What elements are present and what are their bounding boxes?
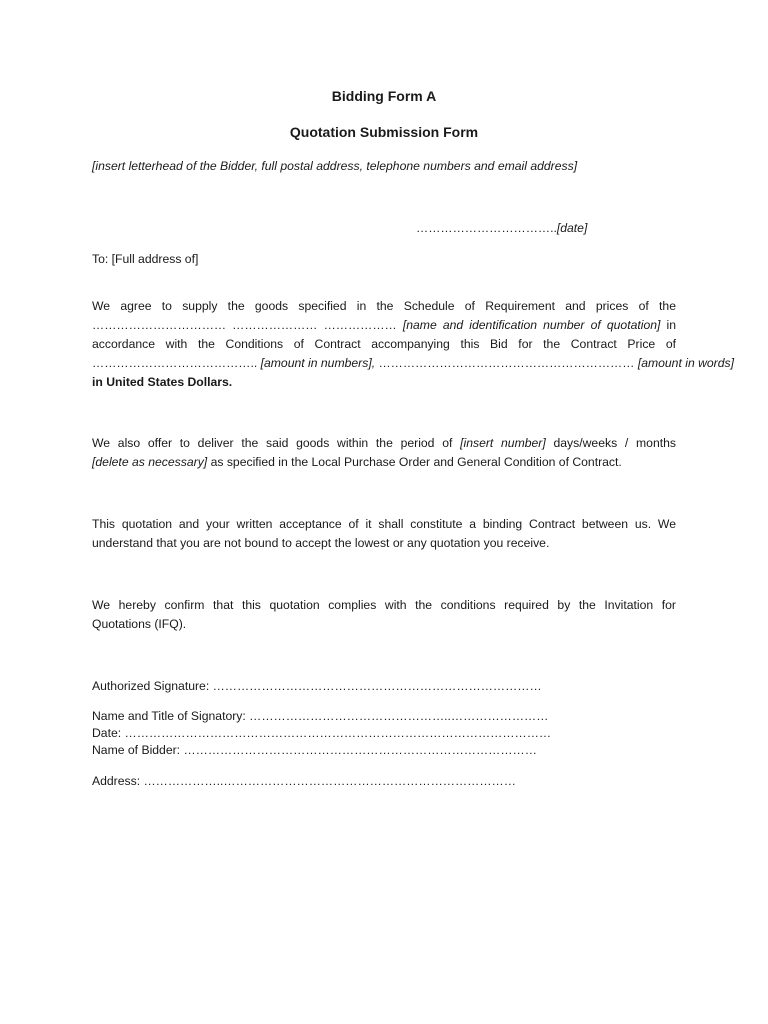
amount-numbers-placeholder: [amount in numbers], (260, 356, 376, 370)
date-field: Date: …………………………………………………………………………………………… (92, 726, 552, 740)
para1-dots-numbers: ………………………………….. (92, 356, 258, 370)
date-label: [date] (556, 221, 588, 235)
date-line (416, 220, 676, 236)
letterhead-note: [insert letterhead of the Bidder, full postal address, telephone numbers and email address] (92, 159, 578, 173)
para1-dots-words: ……………………………………………………… (378, 356, 635, 370)
delete-note: [delete as necessary] (92, 455, 208, 469)
para1-line4 (92, 355, 735, 371)
para1-line3: accordance with the Conditions of Contract accompanying this Bid for the Contract Price of (92, 337, 676, 351)
date-dots: …………………………….. (416, 221, 557, 235)
para1-dots: …………………………… ………………… ……………… (92, 318, 397, 332)
authorized-signature-field: Authorized Signature: ……………………………………………………………………… (92, 679, 542, 693)
amount-words-placeholder: [amount in words] (637, 356, 735, 370)
address-field: Address: ………………..……………………………………………………………… (92, 774, 516, 788)
para4-line1: We hereby confirm that this quotation complies with the conditions required by the Invitation for (92, 598, 676, 612)
form-subtitle: Quotation Submission Form (289, 124, 479, 140)
para2-text-c: as specified in the Local Purchase Order and General Condition of Contract. (210, 455, 622, 469)
para1-quotation-placeholder: [name and identification number of quotation] (402, 318, 661, 332)
para3-line2: understand that you are not bound to accept the lowest or any quotation you receive. (92, 536, 550, 550)
para1-line2 (92, 317, 676, 333)
signatory-field: Name and Title of Signatory: …………………………………………..…………………… (92, 709, 549, 723)
para1-currency: in United States Dollars. (92, 375, 233, 389)
para2-text-a: We also offer to deliver the said goods within the period of (92, 436, 453, 450)
para2-text-b: days/weeks / months (553, 436, 676, 450)
para1-in: in (666, 318, 677, 332)
insert-number-placeholder: [insert number] (460, 436, 546, 450)
para3-line1: This quotation and your written acceptance of it shall constitute a binding Contract between us. We (92, 517, 676, 531)
para1-line1: We agree to supply the goods specified in the Schedule of Requirement and prices of the (92, 299, 676, 313)
para2-line1 (92, 435, 676, 451)
bidder-name-field: Name of Bidder: …………………………………………………………………………… (92, 743, 537, 757)
to-line: To: [Full address of] (92, 252, 199, 266)
para2-line2 (92, 454, 676, 470)
form-title: Bidding Form A (331, 88, 437, 104)
para4-line2: Quotations (IFQ). (92, 617, 187, 631)
